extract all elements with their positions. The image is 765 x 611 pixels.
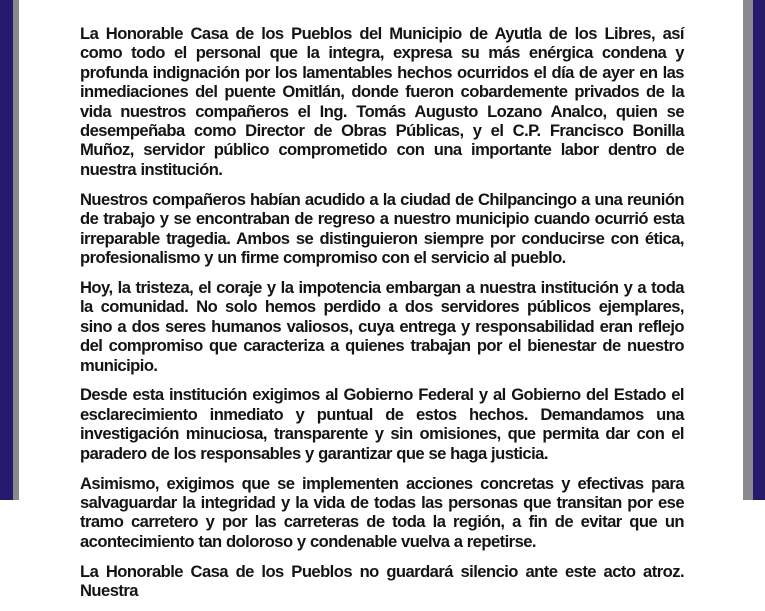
document-page (19, 0, 743, 601)
left-border-outer (0, 0, 13, 500)
right-border-inner (743, 0, 753, 500)
paragraph-demand-investigation: Desde esta institución exigimos al Gobierno Federal y al Gobierno del Estado el esclarecimiento inmediato y puntual de estos hechos. Demandamos una investigación minuciosa, transparente y sin omisiones, que permita dar con el paradero de los responsables y garantizar que se haga justicia. (80, 385, 684, 463)
paragraph-closing-partial: La Honorable Casa de los Pueblos no guardará silencio ante este acto atroz. Nuestra (80, 561, 684, 601)
paragraph-circumstances: Nuestros compañeros habían acudido a la ciudad de Chilpancingo a una reunión de trabajo y se encontraban de regreso a nuestro municipio cuando ocurrió esta irreparable tragedia. Ambos se distinguieron siempre por conducirse con ética, profesionalismo y un firme compromiso con el servicio al pueblo. (80, 189, 684, 267)
paragraph-grief: Hoy, la tristeza, el coraje y la impotencia embargan a nuestra institución y a toda la comunidad. No solo hemos perdido a dos servidores públicos ejemplares, sino a dos seres humanos valiosos, cuya entrega y responsabilidad eran reflejo del compromiso que caracteriza a quienes trabajan por el bienestar de nuestro municipio. (80, 277, 684, 375)
statement-body (80, 24, 684, 611)
paragraph-condemnation: La Honorable Casa de los Pueblos del Municipio de Ayutla de los Libres, así como todo el personal que la integra, expresa su más enérgica condena y profunda indignación por los lamentables hechos ocurridos el día de ayer en las inmediaciones del puente Omitlán, donde fueron cobardemente privados de la vida nuestros compañeros el Ing. Tomás Augusto Lozano Analco, quien se desempeñaba como Director de Obras Públicas, y el C.P. Francisco Bonilla Muñoz, servidor público comprometido con una importante labor dentro de nuestra institución. (80, 24, 684, 179)
paragraph-demand-safety: Asimismo, exigimos que se implementen acciones concretas y efectivas para salvaguardar la integridad y la vida de todas las personas que transitan por ese tramo carretero y por las carreteras de toda la región, a fin de evitar que un acontecimiento tan doloroso y condenable vuelva a repetirse. (80, 473, 684, 551)
right-border-outer (753, 0, 765, 500)
